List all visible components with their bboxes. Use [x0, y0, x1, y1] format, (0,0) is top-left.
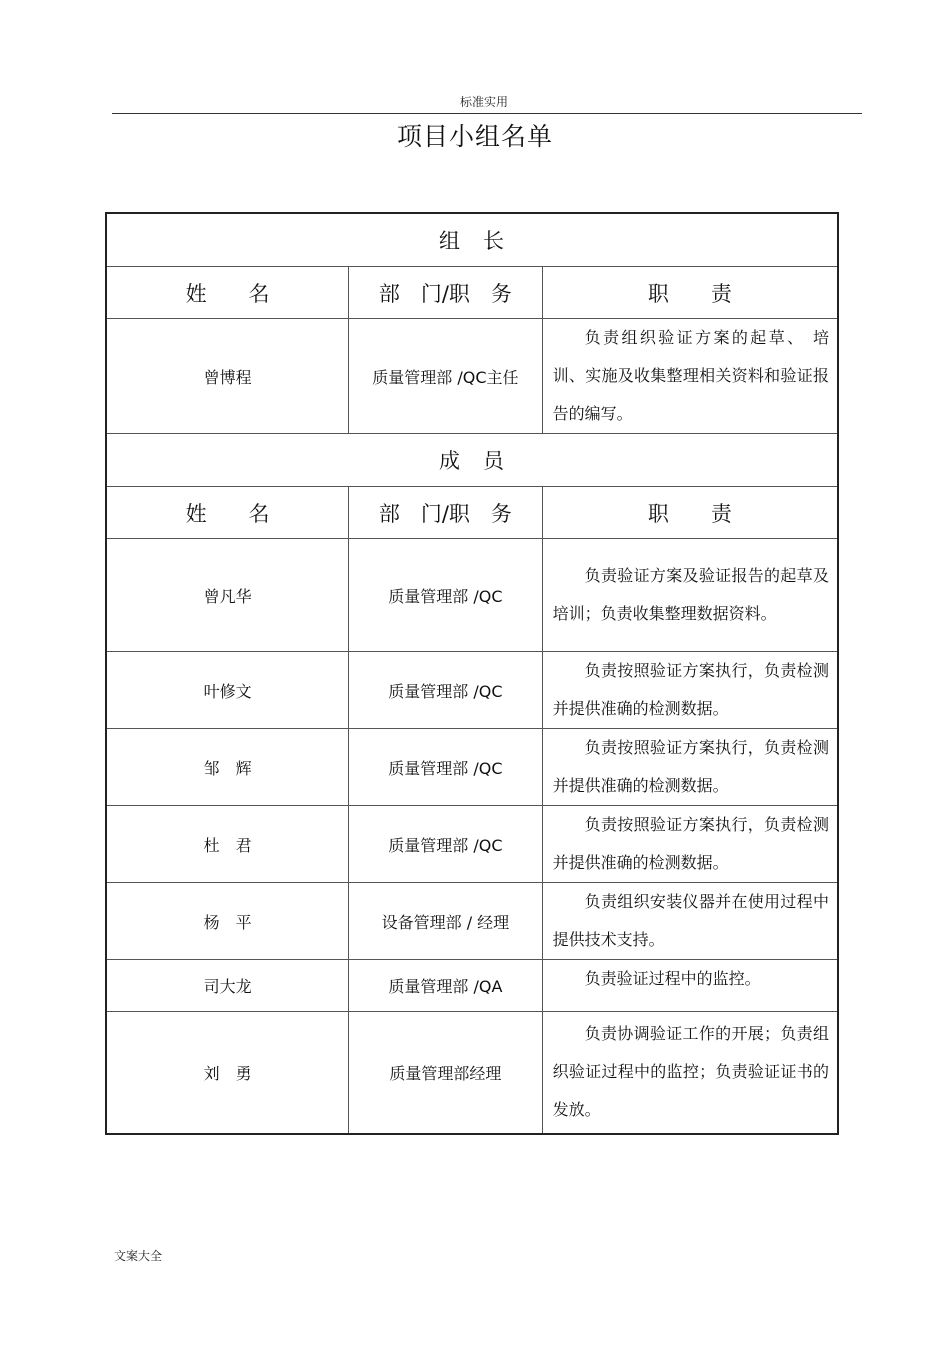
document-title: 项目小组名单 — [396, 122, 553, 151]
leader-dept: 质量管理部 /QC主任 — [349, 319, 543, 434]
member-name: 邹 辉 — [106, 729, 349, 806]
member-duty: 负责组织安装仪器并在使用过程中提供技术支持。 — [542, 883, 838, 960]
page-footer: 文案大全 — [114, 1249, 163, 1263]
leader-duty: 负责组织验证方案的起草、 培训、实施及收集整理相关资料和验证报告的编写。 — [542, 319, 838, 434]
leader-row — [106, 319, 838, 434]
member-dept: 质量管理部经理 — [349, 1012, 543, 1134]
leader-header-row — [106, 267, 838, 319]
member-dept: 质量管理部 /QC — [349, 652, 543, 729]
leader-section-row — [106, 213, 838, 267]
header-name: 姓 名 — [106, 267, 349, 319]
table-row — [106, 652, 838, 729]
leader-name: 曾博程 — [106, 319, 349, 434]
table-row — [106, 883, 838, 960]
table-row — [106, 960, 838, 1012]
member-name: 曾凡华 — [106, 539, 349, 652]
team-roster-table — [105, 212, 839, 1135]
header-dept: 部 门/职 务 — [349, 267, 543, 319]
member-header-row — [106, 487, 838, 539]
member-dept: 质量管理部 /QA — [349, 960, 543, 1012]
member-dept: 质量管理部 /QC — [349, 729, 543, 806]
header-duty: 职 责 — [542, 267, 838, 319]
header-name: 姓 名 — [106, 487, 349, 539]
member-duty: 负责验证方案及验证报告的起草及培训；负责收集整理数据资料。 — [542, 539, 838, 652]
member-dept: 设备管理部 / 经理 — [349, 883, 543, 960]
member-dept: 质量管理部 /QC — [349, 806, 543, 883]
member-name: 刘 勇 — [106, 1012, 349, 1134]
page-header: 标准实用 — [459, 95, 508, 109]
member-name: 司大龙 — [106, 960, 349, 1012]
header-dept: 部 门/职 务 — [349, 487, 543, 539]
member-name: 杨 平 — [106, 883, 349, 960]
leader-section-label: 组 长 — [106, 213, 838, 267]
table-row — [106, 539, 838, 652]
member-section-label: 成 员 — [106, 434, 838, 487]
header-divider — [112, 113, 862, 114]
table-row — [106, 729, 838, 806]
member-name: 叶修文 — [106, 652, 349, 729]
member-duty: 负责按照验证方案执行，负责检测并提供准确的检测数据。 — [542, 806, 838, 883]
table-row — [106, 1012, 838, 1134]
header-duty: 职 责 — [542, 487, 838, 539]
member-dept: 质量管理部 /QC — [349, 539, 543, 652]
member-name: 杜 君 — [106, 806, 349, 883]
member-duty: 负责按照验证方案执行，负责检测并提供准确的检测数据。 — [542, 729, 838, 806]
member-duty: 负责按照验证方案执行，负责检测并提供准确的检测数据。 — [542, 652, 838, 729]
member-section-row — [106, 434, 838, 487]
member-duty: 负责验证过程中的监控。 — [542, 960, 838, 1012]
table-row — [106, 806, 838, 883]
member-duty: 负责协调验证工作的开展；负责组织验证过程中的监控；负责验证证书的发放。 — [542, 1012, 838, 1134]
